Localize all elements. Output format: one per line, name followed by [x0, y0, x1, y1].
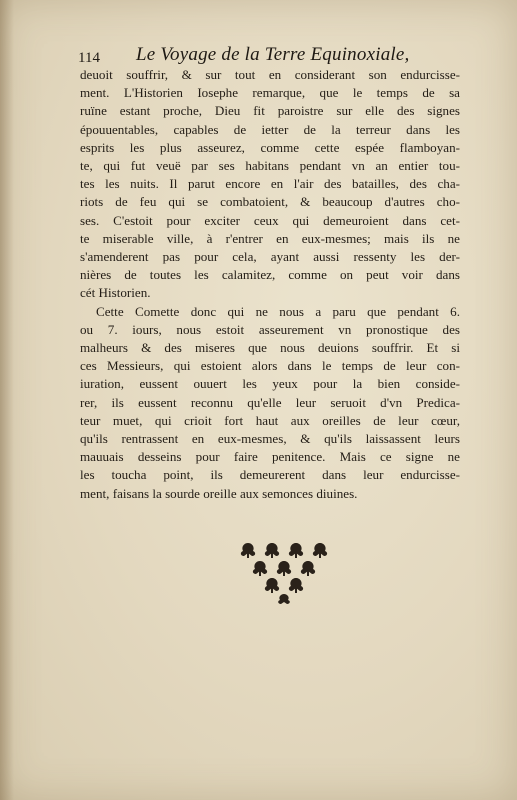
text-line: ment. L'Historien Iosephe remarque, que le temps de sa: [80, 85, 460, 101]
text-line: tes les nuits. Il parut encore en l'air des batailles, des cha-: [80, 176, 460, 192]
text-line: nières de toutes les calamitez, comme on peut voir dans: [80, 267, 460, 283]
text-line: iuration, eussent ouuert les yeux pour la bien conside-: [80, 376, 460, 392]
text-line: ces Messieurs, qui estoient alors dans le temps de leur con-: [80, 358, 460, 374]
text-line: te miserable ville, à r'entrer en eux-mesmes; mais ils ne: [80, 230, 460, 246]
page-number: 114: [78, 50, 100, 66]
text-line: cét Historien.: [80, 285, 151, 301]
text-line: ruïne estant proche, Dieu fit paroistre sur elle des signes: [80, 103, 460, 119]
text-line: ment, faisans la sourde oreille aux semonces diuines.: [80, 485, 358, 501]
text-line: malheurs & des miseres que nous deuions souffrir. Et si: [80, 340, 460, 356]
fleuron-ornament-icon: [236, 540, 332, 606]
text-line: riots de feu qui se combatoient, & beaucoup d'autres cho-: [80, 194, 460, 210]
text-line: qu'ils rentrassent en eux-mesmes, & qu'ils laissassent leurs: [80, 431, 460, 447]
text-line: les toucha point, ils demeurerent dans leur endurcisse-: [80, 467, 460, 483]
page-gutter-shadow: [0, 0, 14, 800]
running-title: Le Voyage de la Terre Equinoxiale,: [136, 44, 410, 65]
text-line: ou 7. iours, nous estoit asseurement vn pronostique des: [80, 321, 460, 337]
text-line: rer, ils eussent reconnu qu'elle leur seruoit d'vn Predica-: [80, 394, 460, 410]
text-line: ses. C'estoit pour exciter ceux qui demeuroient dans cet-: [80, 212, 460, 228]
paragraph-2: [80, 303, 460, 503]
text-line: épouuentables, capables de ietter de la terreur dans les: [80, 121, 460, 137]
text-line: te, qui fut veuë par ses habitans pendant vn an entier tou-: [80, 158, 460, 174]
paragraph-1: [80, 66, 460, 303]
text-line: s'amenderent pas pour cela, ayant aussi ressenty les der-: [80, 249, 460, 265]
text-line: mauuais desseins pour faire penitence. Mais ce signe ne: [80, 449, 460, 465]
text-line: deuoit souffrir, & sur tout en considerant son endurcisse-: [80, 67, 460, 82]
text-line: Cette Comette donc qui ne nous a paru que pendant 6.: [96, 303, 460, 319]
body-text: [80, 66, 460, 503]
text-line: teur muet, qui crioit fort haut aux oreilles de leur cœur,: [80, 412, 460, 428]
text-line: esprits les plus asseurez, comme cette espée flamboyan-: [80, 139, 460, 155]
